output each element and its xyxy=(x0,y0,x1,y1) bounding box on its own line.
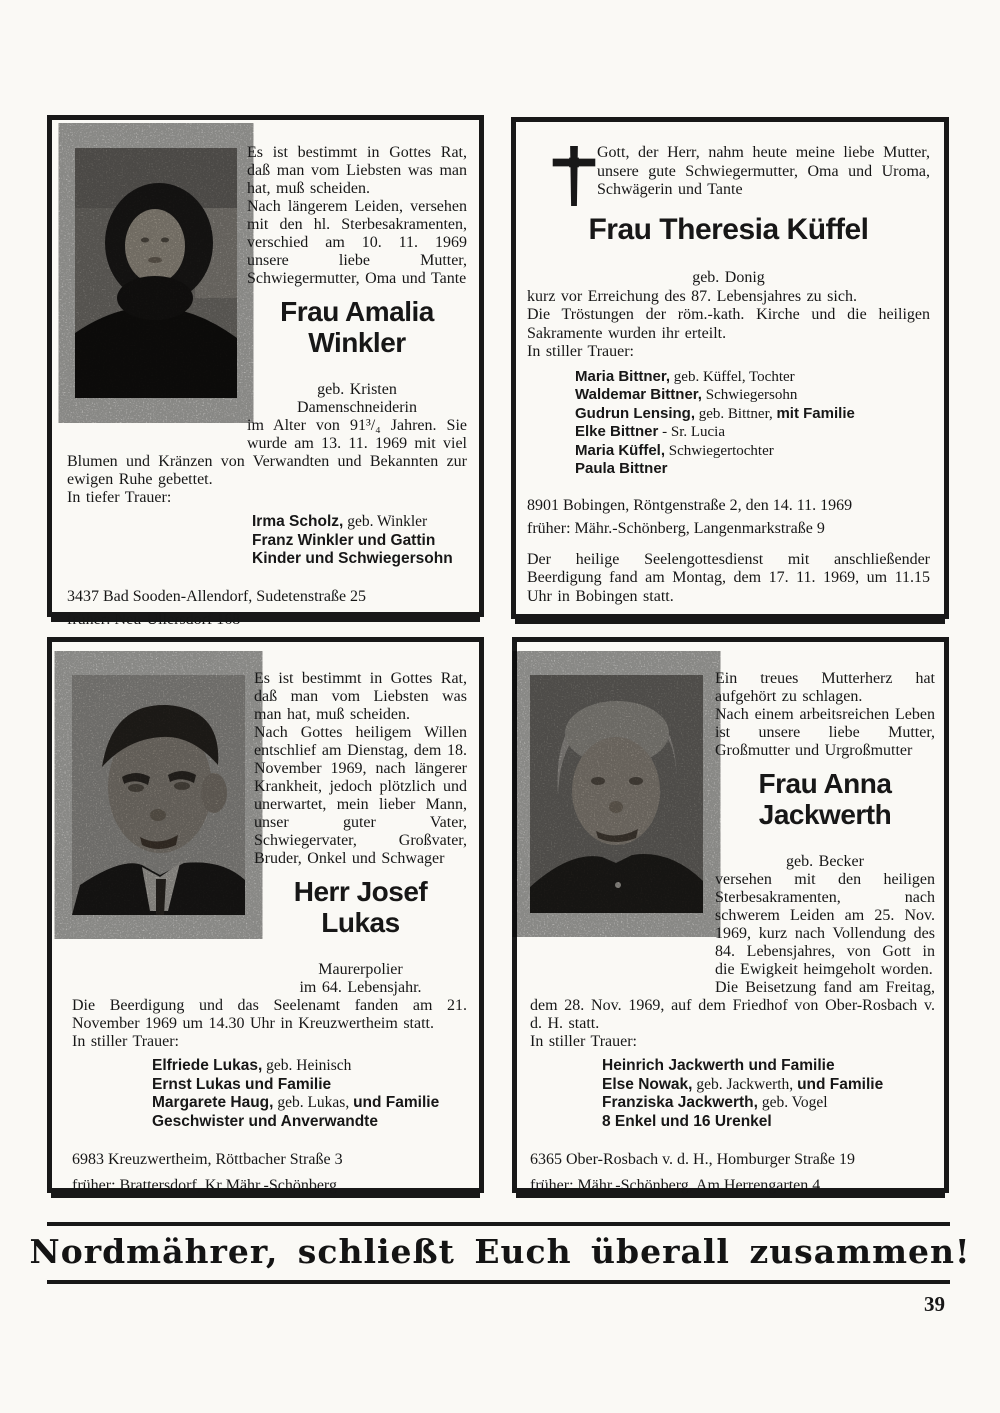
former-address-line: früher: Brattersdorf, Kr Mähr.-Schönberg xyxy=(72,1177,337,1195)
obituary-winkler xyxy=(47,115,484,628)
deceased-name: Frau Anna Jackwerth xyxy=(758,768,892,830)
address-block xyxy=(527,494,930,540)
former-address-line: früher: Mähr.-Schönberg, Am Herrengarten 4 xyxy=(530,1177,821,1195)
mourner-list xyxy=(575,368,930,478)
banner-top-rule xyxy=(47,1222,950,1226)
deceased-name: Frau Theresia Küffel xyxy=(588,212,869,246)
obituary-kueffel xyxy=(511,117,949,619)
former-address-line: früher: Mähr.-Schönberg, Langenmarkstraße 9 xyxy=(527,519,825,537)
latin-cross-icon xyxy=(551,146,597,206)
mourner-line: Waldemar Bittner, Schwiegersohn xyxy=(575,386,798,404)
address-block xyxy=(72,1147,467,1199)
epitaph-text: Es ist bestimmt in Gottes Rat, daß man vom Liebsten was man hat, muß scheiden. xyxy=(247,144,467,197)
occupation: Maurerpolier xyxy=(318,961,403,979)
address-line: 8901 Bobingen, Röntgenstraße 2, den 14. 11. 1969 xyxy=(527,496,853,514)
epitaph-text: Es ist bestimmt in Gottes Rat, daß man vom Liebsten was man hat, muß scheiden. xyxy=(254,670,467,723)
mourner-line: Elke Bittner - Sr. Lucia xyxy=(575,423,726,441)
halftone-portrait-image xyxy=(72,675,245,915)
passing-text: kurz vor Erreichung des 87. Lebensjahres zu sich. xyxy=(527,287,857,305)
mourner-line: Geschwister und Anverwandte xyxy=(152,1112,378,1130)
mourner-line: Maria Bittner, geb. Küffel, Tochter xyxy=(575,367,795,385)
epitaph-text: Ein treues Mutterherz hat aufgehört zu schlagen. xyxy=(715,670,935,705)
intro-text: Gott, der Herr, nahm heute meine liebe Mutter, unsere gute Schwiegermutter, Oma und Uroma, Schwägerin und Tante xyxy=(597,144,930,198)
service-text: Der heilige Seelengottesdienst mit anschließender Beerdigung fand am Montag, dem 17. 11. 1969, um 11.15 Uhr in Bobingen statt. xyxy=(527,550,930,605)
mourner-line: Maria Küffel, Schwiegertochter xyxy=(575,441,774,459)
mourner-line: Elfriede Lukas, geb. Heinisch xyxy=(152,1057,352,1075)
age-line: im 64. Lebensjahr. xyxy=(299,979,422,997)
mourner-line: Else Nowak, geb. Jackwerth, und Familie xyxy=(602,1075,884,1093)
funeral-text: Die Beisetzung fand am Freitag, dem 28. Nov. 1969, auf dem Friedhof von Ober-Rosbach v. d. H. statt. xyxy=(530,979,935,1033)
burial-text: im Alter von 91³/₄ Jahren. Sie wurde am 13. 11. 1969 mit viel Blumen und Kränzen von Verwandten und Bekannten zur ewigen Ruhe gebettet. xyxy=(67,417,467,489)
death-announcement-text: Nach längerem Leiden, versehen mit den hl. Sterbesakramenten, verschied am 10. 11. 1969 unsere liebe Mutter, Schwiegermutter, Oma und Tante xyxy=(247,198,467,287)
mourner-list xyxy=(252,513,467,569)
mourning-label: In stiller Trauer: xyxy=(530,1033,637,1051)
mourner-line: Gudrun Lensing, geb. Bittner, mit Familie xyxy=(575,404,855,422)
former-address-line: früher: Neu-Ullersdorf 168 xyxy=(67,610,241,628)
halftone-portrait-image xyxy=(75,148,237,398)
obituary-lukas xyxy=(47,637,484,1193)
consolation-text: Die Tröstungen der röm.-kath. Kirche und die heiligen Sakramente wurden ihr erteilt. xyxy=(527,306,930,342)
mourner-list xyxy=(602,1057,935,1131)
death-announcement-text: Nach einem arbeitsreichen Leben ist unsere liebe Mutter, Großmutter und Urgroßmutter xyxy=(715,706,935,759)
mourning-label: In stiller Trauer: xyxy=(72,1033,179,1051)
mourner-line: Irma Scholz, geb. Winkler xyxy=(252,513,428,531)
mourner-line: Paula Bittner xyxy=(575,460,668,478)
mourner-line: Kinder und Schwiegersohn xyxy=(252,550,453,568)
mourner-line: Margarete Haug, geb. Lukas, und Familie xyxy=(152,1094,440,1112)
halftone-portrait-image xyxy=(530,675,703,913)
mourning-label: In stiller Trauer: xyxy=(527,343,634,361)
maiden-name: geb. Kristen xyxy=(317,381,397,399)
mourner-line: Franziska Jackwerth, geb. Vogel xyxy=(602,1094,828,1112)
page-number: 39 xyxy=(924,1292,945,1316)
address-block xyxy=(530,1147,935,1199)
portrait-photo-amalia-winkler xyxy=(75,148,237,398)
death-announcement-text: Nach Gottes heiligem Willen entschlief am Dienstag, dem 18. November 1969, nach längerer Krankheit, jedoch plötzlich und unerwartet, mein lieber Mann, unser guter Vater, Schwiegervater, Großvater, Bruder, Onkel und Schwager xyxy=(254,724,467,867)
passing-text: versehen mit den heiligen Sterbesakramenten, nach schwerem Leiden am 25. Nov. 1969, kurz nach Vollendung des 84. Lebensjahres, von Gott in die Ewigkeit heimgeholt worden. xyxy=(715,871,935,979)
banner-slogan: Nordmährer, schließt Euch überall zusammen! xyxy=(29,1232,971,1271)
mourning-label: In tiefer Trauer: xyxy=(67,489,172,507)
portrait-photo-anna-jackwerth xyxy=(530,675,703,913)
deceased-name: Frau Amalia Winkler xyxy=(280,296,434,358)
mourner-line: Franz Winkler und Gattin xyxy=(252,531,436,549)
portrait-photo-josef-lukas xyxy=(72,675,245,915)
mourner-line: Ernst Lukas und Familie xyxy=(152,1075,332,1093)
address-line: 6365 Ober-Rosbach v. d. H., Homburger Straße 19 xyxy=(530,1151,855,1169)
address-line: 3437 Bad Sooden-Allendorf, Sudetenstraße 25 xyxy=(67,587,367,605)
maiden-name: geb. Becker xyxy=(786,853,864,871)
maiden-name: geb. Donig xyxy=(692,269,765,287)
funeral-text: Die Beerdigung und das Seelenamt fanden am 21. November 1969 um 14.30 Uhr in Kreuzwertheim statt. xyxy=(72,997,467,1033)
address-line: 6983 Kreuzwertheim, Röttbacher Straße 3 xyxy=(72,1151,343,1169)
mourner-line: 8 Enkel und 16 Urenkel xyxy=(602,1112,772,1130)
banner-bottom-rule xyxy=(47,1280,950,1284)
obituary-jackwerth xyxy=(512,637,949,1193)
address-block xyxy=(67,585,467,631)
mourner-line: Heinrich Jackwerth und Familie xyxy=(602,1057,835,1075)
occupation: Damenschneiderin xyxy=(297,399,417,417)
deceased-name: Herr Josef Lukas xyxy=(293,876,428,938)
mourner-list xyxy=(152,1057,467,1131)
